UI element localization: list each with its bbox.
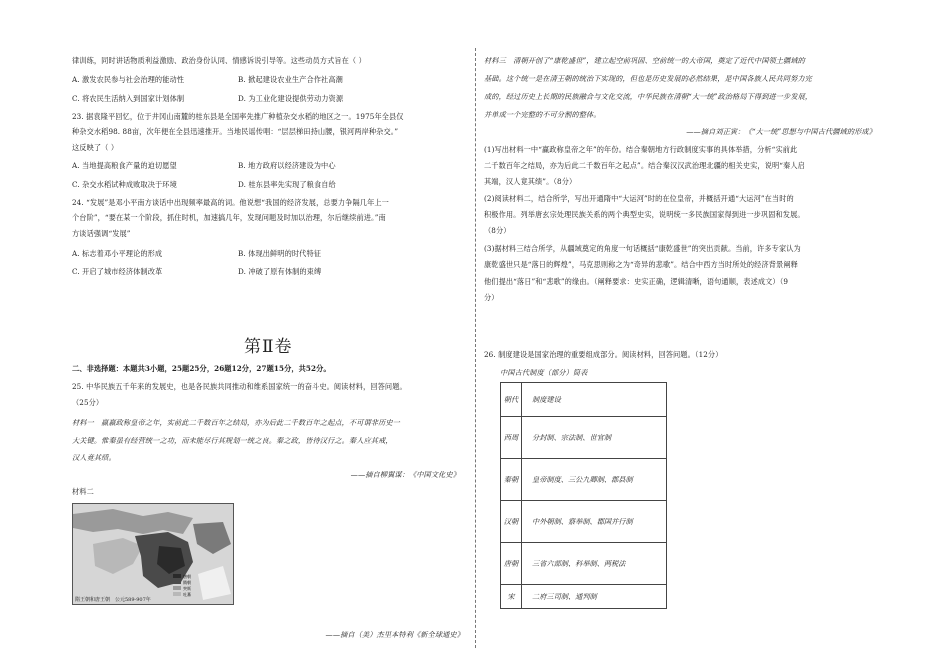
q22-text-line: 律训练，同时讲话物质利益激励、政治身份认同、情感诉说引导等。这些动员方式旨在（ ） [72,56,366,65]
table-row [501,543,667,585]
row-era: 汉朝 [501,501,522,543]
material2-source: ——摘自（美）杰里本特利《新全球通史》 [325,630,464,639]
material3-line: 基础。这个统一是在清王朝的统治下实现的，但也是历史发展的必然结果，是中国各族人民共同努力完 [484,74,812,83]
q23-stem-line: 23. 据袁隆平回忆，位于井冈山南麓的桂东县是全国率先推广种植杂交水稻的地区之一。1975年全县仅 [72,112,404,121]
q24-option-a: A. 标志着邓小平理论的形成 [72,249,163,258]
q25-1-line: 其端，汉人竟其绩”。（8分） [484,177,577,186]
row-system: 三省六部制、科举制、两税法 [522,543,667,585]
material3-line: 材料三 清朝开创了“康乾盛世”，建立起空前巩固、空前统一的大帝国，奠定了近代中国领土疆域的 [484,56,805,65]
q24-stem-line: 方谈话强调“发展” [72,229,131,238]
material3-line: 成的，经过历史上长期的民族融合与文化交流，中华民族在清朝“大一统”政治格局下得到进一步发展， [484,92,813,101]
q23-option-b: B. 地方政府以经济建设为中心 [238,161,336,170]
row-system: 分封制、宗法制、世官制 [522,417,667,459]
q23-stem-line: 种杂交水稻98. 88亩，次年便在全县迅速推开。当地民谣传唱：“层层梯田持山腰，银河两岸种杂交。” [72,127,399,136]
map-caption: 隋王朝和唐王朝 公元589-907年 [75,597,151,603]
tang-sui-map-figure [72,503,234,605]
row-system: 皇帝制度、三公九卿制、郡县制 [522,459,667,501]
q23-option-d: D. 桂东县率先实现了粮食自给 [238,180,336,189]
legend-entry: 隋朝 [183,580,191,585]
row-system: 二府三司制、通判制 [522,585,667,609]
q25-1-line: 二千数百年之结局，亦为后此二千数百年之起点”。结合秦汉汉武治理北疆的相关史实，说明“秦人启 [484,161,805,170]
row-era: 唐朝 [501,543,522,585]
header-system: 制度建设 [522,383,667,417]
question-26-stem: 26. 制度建设是国家治理的重要组成部分。阅读材料，回答问题。（12分） [484,350,723,359]
table-title: 中国古代制度（部分）简表 [500,368,588,377]
q24-stem-line: 个台阶”，“要在某一个阶段，抓住时机，加速搞几年，发现问题及时加以治理，尔后继续前进。”南 [72,213,386,222]
q22-option-a: A. 激发农民参与社会治理的能动性 [72,75,185,84]
material2-label: 材料二 [72,487,94,496]
section-header: 二、非选择题：本题共3小题，25题25分，26题12分，27题15分，共52分。 [72,364,331,373]
material1-line: 汉人竟其绩。 [72,453,116,462]
q25-2-line: (2)阅读材料二，结合所学，写出开通隋中“大运河”时的在位皇帝，并概括开通“大运河”在当时的 [484,194,794,203]
legend-entry: 突厥 [183,586,191,591]
material3-line: 并单成一个完整的不可分割的整体。 [484,110,601,119]
q25-stem-line: 25. 中华民族五千年来的发展史，也是各民族共同推动和维系国家统一的奋斗史。阅读材料，回答问题。 [72,382,407,391]
table-row [501,417,667,459]
material1-source: ——摘自柳翼谋：《中国文化史》 [350,470,460,479]
q23-stem-line: 这反映了（ ） [72,143,119,152]
row-system: 中外朝制、察举制、郡国并行制 [522,501,667,543]
q23-option-a: A. 当地提高粮食产量的迫切愿望 [72,161,177,170]
q25-3-line: 他们提出“落日”和“悲歌”的缘由。（阐释要求：史实正确，逻辑清晰，语句通顺，表述成文）（9 [484,277,789,286]
institution-table [500,382,667,609]
column-divider [475,48,476,648]
q25-3-line: 康乾盛世只是“落日的辉煌”，马克思则称之为“奇异的悲歌”。结合中西方当时所处的经济背景阐释 [484,260,798,269]
row-era: 西周 [501,417,522,459]
q25-3-line: (3)据材料三结合所学，从疆域奠定的角度一句话概括“康乾盛世”的突出贡献。当前，许多专家认为 [484,244,801,253]
legend-entry: 吐蕃 [183,592,191,597]
row-era: 宋 [501,585,522,609]
q24-option-b: B. 体现出鲜明的时代特征 [238,249,322,258]
table-row [501,501,667,543]
material1-line: 大关键。惟秦虽有经营统一之功，而未能尽行其规划一统之良。秦之政，皆待汉行之。秦人应其戒， [72,436,393,445]
map-graphic [73,504,233,604]
q25-2-line: （8分） [484,226,511,235]
q22-option-d: D. 为工业化建设提供劳动力资源 [238,94,344,103]
legend-entry: 唐朝 [183,574,191,579]
q22-option-b: B. 掀起建设农业生产合作社高潮 [238,75,343,84]
q24-stem-line: 24. “发展”是邓小平南方谈话中出现频率最高的词。他说想“我国的经济发展，总要力争隔几年上一 [72,198,389,207]
q24-option-c: C. 开启了城市经济体制改革 [72,267,163,276]
row-era: 秦朝 [501,459,522,501]
q25-3-line: 分） [484,293,499,302]
q22-option-c: C. 将农民生活纳入到国家计划体制 [72,94,185,103]
material1-line: 材料一 嬴嬴政称皇帝之年，实前此二千数百年之结局，亦为后此二千数百年之起点，不可谓非历史一 [72,418,400,427]
q25-2-line: 积极作用。列举唐玄宗处理民族关系的两个典型史实，说明统一多民族国家得到进一步巩固和发展。 [484,210,805,219]
header-era: 朝代 [501,383,522,417]
material3-source: ——摘自刘正寅：《“大一统”思想与中国古代疆域的形成》 [686,127,876,136]
q24-option-d: D. 冲破了原有体制的束缚 [238,267,322,276]
table-row [501,585,667,609]
volume-title: 第Ⅱ卷 [244,337,293,357]
table-row [501,459,667,501]
q25-stem-line: （25分） [72,398,104,407]
q25-1-line: (1)写出材料一中“赢政称皇帝之年”的年份。结合秦朝地方行政制度实事的具体举措，分析“实前此 [484,145,798,154]
table-header-row [501,383,667,417]
q23-option-c: C. 杂交水稻试种成败取决于环境 [72,180,177,189]
